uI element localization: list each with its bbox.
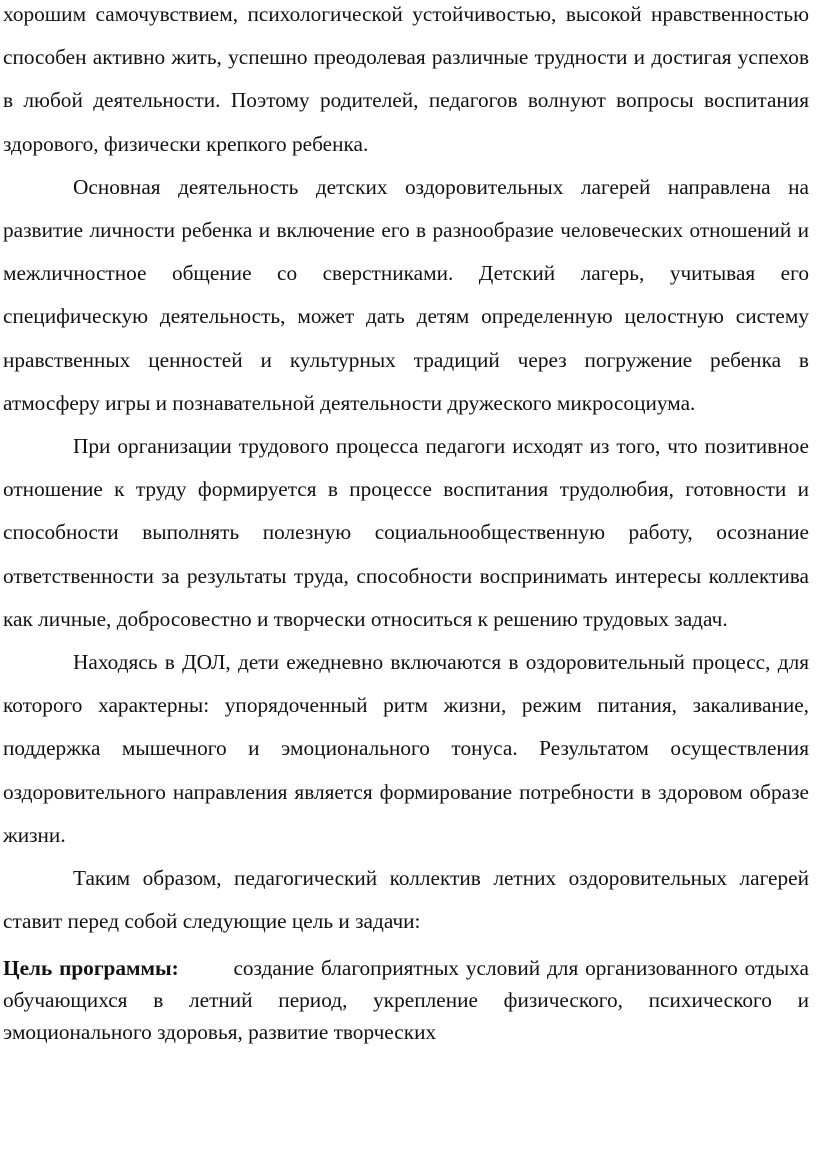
program-goal-text: создание благоприятных условий для организованного отдыха обучающихся в летний период, укрепление физического, психического и эмоционального здоровья, развитие творческих <box>3 956 810 1045</box>
paragraph-goals-intro: Таким образом, педагогический коллектив летних оздоровительных лагерей ставит перед собой следующие цель и задачи: <box>3 866 809 934</box>
paragraph-health: хорошим самочувствием, психологической устойчивостью, высокой нравственностью способен активно жить, успешно преодолевая различные трудности и достигая успехов в любой деятельности. Поэтому родителей, педагогов волнуют вопросы воспитания здорового, физически крепкого ребенка. <box>3 2 809 156</box>
paragraph-health-process: Находясь в ДОЛ, дети ежедневно включаются в оздоровительный процесс, для которого характерны: упорядоченный ритм жизни, режим питания, закаливание, поддержка мышечного и эмоционального тонуса. Результатом осуществления оздоровительного направления является формирование потребности в здоровом образе жизни. <box>3 650 809 847</box>
program-goal-label: Цель программы: <box>3 956 179 981</box>
program-goal <box>3 952 809 1048</box>
paragraph-camp-activity: Основная деятельность детских оздоровительных лагерей направлена на развитие личности ребенка и включение его в разнообразие человеческих отношений и межличностное общение со сверстниками. Детский лагерь, учитывая его специфическую деятельность, может дать детям определенную целостную систему нравственных ценностей и культурных традиций через погружение ребенка в атмосферу игры и познавательной деятельности дружеского микросоциума. <box>3 174 809 415</box>
paragraph-labor-process: При организации трудового процесса педагоги исходят из того, что позитивное отношение к труду формируется в процессе воспитания трудолюбия, готовности и способности выполнять полезную социальнообщественную работу, осознание ответственности за результаты труда, способности воспринимать интересы коллектива как личные, добросовестно и творчески относиться к решению трудовых задач. <box>3 434 809 631</box>
